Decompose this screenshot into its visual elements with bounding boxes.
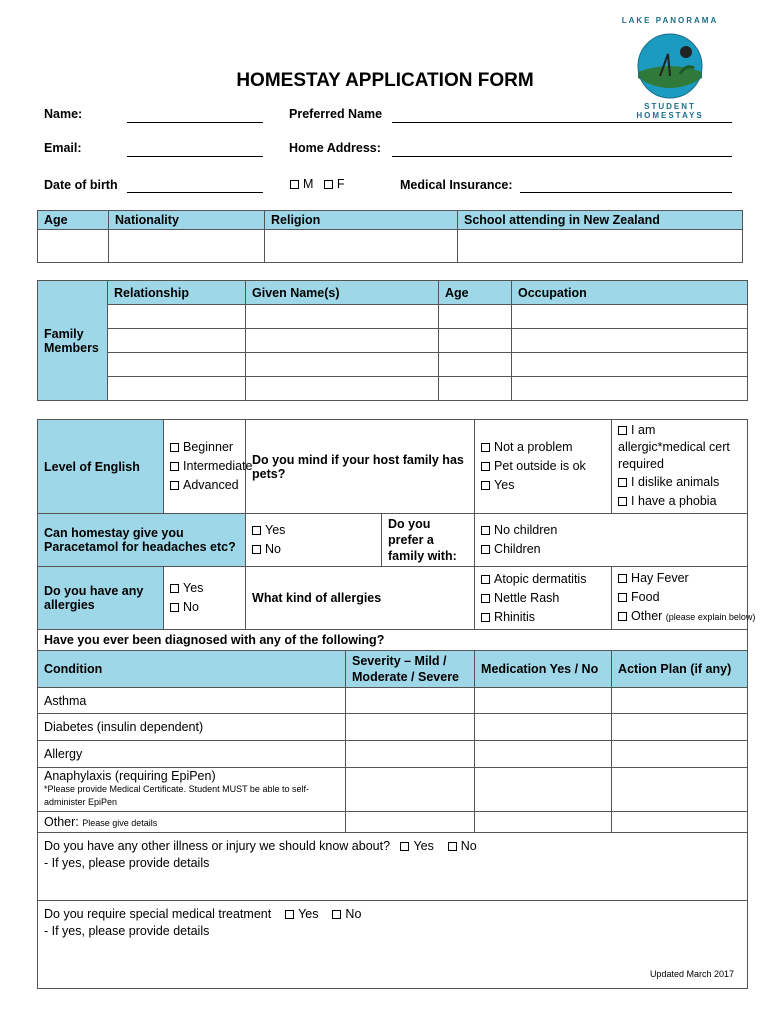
condition-asthma: Asthma	[38, 688, 346, 714]
family-preference-question: Do you prefer a family with:	[382, 514, 475, 567]
nettle-rash-label: Nettle Rash	[494, 590, 560, 605]
food-label: Food	[631, 590, 660, 604]
nationality-header: Nationality	[109, 211, 265, 230]
pets-yes-label: Yes	[494, 478, 515, 492]
family-members-table	[37, 280, 748, 401]
gender-options	[290, 177, 344, 191]
dob-input[interactable]	[127, 192, 263, 193]
rhinitis-checkbox[interactable]	[481, 613, 490, 622]
table-cell[interactable]	[512, 353, 748, 377]
logo-text-bottom: STUDENT HOMESTAYS	[636, 102, 704, 120]
table-cell[interactable]	[439, 329, 512, 353]
illness-question: Do you have any other illness or injury we should know about?	[44, 839, 391, 853]
paracetamol-no-label: No	[265, 542, 281, 556]
family-members-label: Family Members	[38, 281, 108, 401]
student-details-table	[37, 210, 743, 263]
other-note: Please give details	[82, 818, 158, 828]
pet-outside-label: Pet outside is ok	[494, 459, 586, 473]
phobia-checkbox[interactable]	[618, 497, 627, 506]
rhinitis-label: Rhinitis	[494, 609, 536, 624]
condition-anaphylaxis	[38, 768, 346, 812]
intermediate-label: Intermediate	[183, 459, 253, 473]
preferred-name-input[interactable]	[392, 122, 732, 123]
allergies-question: Do you have any allergies	[38, 567, 164, 630]
paracetamol-options	[246, 514, 382, 567]
pet-outside-checkbox[interactable]	[481, 462, 490, 471]
illness-section[interactable]	[38, 833, 748, 901]
other-allergy-checkbox[interactable]	[618, 612, 627, 621]
email-label: Email:	[44, 141, 82, 155]
paracetamol-yes-checkbox[interactable]	[252, 526, 261, 535]
religion-header: Religion	[265, 211, 458, 230]
home-address-label: Home Address:	[289, 141, 381, 155]
paracetamol-yes-label: Yes	[265, 523, 286, 537]
table-cell[interactable]	[612, 714, 748, 741]
allergy-kinds-b	[612, 567, 756, 630]
table-cell[interactable]	[108, 353, 246, 377]
nationality-cell[interactable]	[109, 230, 265, 263]
food-checkbox[interactable]	[618, 593, 627, 602]
allergic-label: I am allergic*medical cert required	[618, 423, 730, 471]
preferred-name-label: Preferred Name	[289, 107, 383, 121]
table-cell[interactable]	[475, 741, 612, 768]
medical-insurance-input[interactable]	[520, 192, 732, 193]
logo-text-top: LAKE PANORAMA	[621, 16, 719, 25]
illness-no-checkbox[interactable]	[448, 842, 457, 851]
phobia-label: I have a phobia	[631, 494, 717, 508]
severity-header: Severity – Mild / Moderate / Severe	[346, 651, 475, 688]
anaphylaxis-note: *Please provide Medical Certificate. Student MUST be able to self-administer EpiPen	[44, 784, 309, 807]
allergies-yes-label: Yes	[183, 581, 204, 595]
medical-insurance-label: Medical Insurance:	[400, 178, 513, 192]
footer-updated: Updated March 2017	[649, 969, 734, 979]
children-checkbox[interactable]	[481, 545, 490, 554]
allergic-checkbox[interactable]	[618, 426, 627, 435]
allergies-options	[164, 567, 246, 630]
other-allergy-note: (please explain below)	[665, 612, 756, 622]
table-cell[interactable]	[612, 741, 748, 768]
dob-label: Date of birth	[44, 178, 118, 192]
atopic-dermatitis-checkbox[interactable]	[481, 575, 490, 584]
paracetamol-no-checkbox[interactable]	[252, 545, 261, 554]
nettle-rash-checkbox[interactable]	[481, 594, 490, 603]
illness-yes-label: Yes	[413, 839, 434, 853]
preferences-medical-table	[37, 419, 756, 989]
given-names-header: Given Name(s)	[246, 281, 439, 305]
name-label: Name:	[44, 107, 83, 121]
treatment-yes-label: Yes	[298, 907, 319, 921]
female-checkbox[interactable]	[324, 180, 333, 189]
pets-question: Do you mind if your host family has pets?	[246, 420, 475, 514]
table-cell[interactable]	[108, 329, 246, 353]
school-header: School attending in New Zealand	[458, 211, 743, 230]
relationship-header: Relationship	[108, 281, 246, 305]
table-cell[interactable]	[512, 377, 748, 401]
hay-fever-label: Hay Fever	[631, 571, 689, 585]
allergies-no-checkbox[interactable]	[170, 603, 179, 612]
treatment-no-label: No	[345, 907, 362, 921]
action-plan-header: Action Plan (if any)	[612, 651, 748, 688]
other-allergy-label: Other	[631, 609, 663, 623]
anaphylaxis-label: Anaphylaxis (requiring EpiPen)	[44, 769, 216, 783]
school-cell[interactable]	[458, 230, 743, 263]
not-a-problem-label: Not a problem	[494, 440, 573, 454]
age-cell[interactable]	[38, 230, 109, 263]
family-age-header: Age	[439, 281, 512, 305]
allergy-kinds-a	[475, 567, 612, 630]
dislike-animals-checkbox[interactable]	[618, 478, 627, 487]
pets-options-b	[612, 420, 748, 514]
hay-fever-checkbox[interactable]	[618, 574, 627, 583]
family-preference-options	[475, 514, 748, 567]
table-cell[interactable]	[475, 714, 612, 741]
table-cell[interactable]	[512, 305, 748, 329]
table-cell[interactable]	[475, 768, 612, 812]
illness-detail: - If yes, please provide details	[44, 856, 210, 870]
condition-allergy: Allergy	[38, 741, 346, 768]
table-cell[interactable]	[512, 329, 748, 353]
table-cell[interactable]	[439, 305, 512, 329]
medication-header: Medication Yes / No	[475, 651, 612, 688]
page-title: HOMESTAY APPLICATION FORM	[236, 70, 534, 91]
advanced-checkbox[interactable]	[170, 481, 179, 490]
table-cell[interactable]	[246, 305, 439, 329]
email-input[interactable]	[127, 156, 263, 157]
dislike-animals-label: I dislike animals	[631, 475, 720, 489]
pets-options-a	[475, 420, 612, 514]
children-label: Children	[494, 542, 541, 556]
condition-other	[38, 812, 346, 833]
religion-cell[interactable]	[265, 230, 458, 263]
home-address-input[interactable]	[392, 156, 732, 157]
table-cell[interactable]	[612, 688, 748, 714]
allergies-no-label: No	[183, 600, 199, 614]
atopic-dermatitis-label: Atopic dermatitis	[494, 571, 587, 586]
other-label: Other:	[44, 815, 79, 829]
male-checkbox[interactable]	[290, 180, 299, 189]
table-cell[interactable]	[439, 377, 512, 401]
age-header: Age	[38, 211, 109, 230]
table-cell[interactable]	[108, 377, 246, 401]
table-cell[interactable]	[439, 353, 512, 377]
male-label: M	[303, 177, 314, 191]
female-label: F	[336, 177, 345, 191]
beginner-checkbox[interactable]	[170, 443, 179, 452]
table-cell[interactable]	[346, 688, 475, 714]
intermediate-checkbox[interactable]	[170, 462, 179, 471]
table-cell[interactable]	[475, 812, 612, 833]
table-cell[interactable]	[108, 305, 246, 329]
occupation-header: Occupation	[512, 281, 748, 305]
table-cell[interactable]	[246, 377, 439, 401]
table-cell[interactable]	[346, 741, 475, 768]
treatment-detail: - If yes, please provide details	[44, 924, 210, 938]
condition-diabetes: Diabetes (insulin dependent)	[38, 714, 346, 741]
lake-panorama-logo	[610, 16, 730, 120]
pets-yes-checkbox[interactable]	[481, 481, 490, 490]
treatment-question: Do you require special medical treatment	[44, 907, 272, 921]
no-children-checkbox[interactable]	[481, 526, 490, 535]
table-cell[interactable]	[346, 768, 475, 812]
beginner-label: Beginner	[183, 440, 234, 454]
table-cell[interactable]	[346, 714, 475, 741]
english-options	[164, 420, 253, 514]
table-cell[interactable]	[246, 353, 439, 377]
no-children-label: No children	[494, 523, 558, 537]
english-level-label: Level of English	[38, 420, 164, 514]
name-input[interactable]	[127, 122, 263, 123]
table-cell[interactable]	[612, 768, 748, 812]
not-a-problem-checkbox[interactable]	[481, 443, 490, 452]
table-cell[interactable]	[475, 688, 612, 714]
table-cell[interactable]	[612, 812, 748, 833]
condition-header: Condition	[38, 651, 346, 688]
allergy-kind-question: What kind of allergies	[246, 567, 475, 630]
paracetamol-question: Can homestay give you Paracetamol for headaches etc?	[38, 514, 246, 567]
treatment-no-checkbox[interactable]	[332, 910, 341, 919]
treatment-section[interactable]	[38, 901, 748, 989]
treatment-yes-checkbox[interactable]	[285, 910, 294, 919]
allergies-yes-checkbox[interactable]	[170, 584, 179, 593]
table-cell[interactable]	[346, 812, 475, 833]
table-cell[interactable]	[246, 329, 439, 353]
conditions-intro: Have you ever been diagnosed with any of the following?	[38, 630, 748, 651]
illness-yes-checkbox[interactable]	[400, 842, 409, 851]
advanced-label: Advanced	[183, 478, 239, 492]
illness-no-label: No	[460, 839, 477, 853]
